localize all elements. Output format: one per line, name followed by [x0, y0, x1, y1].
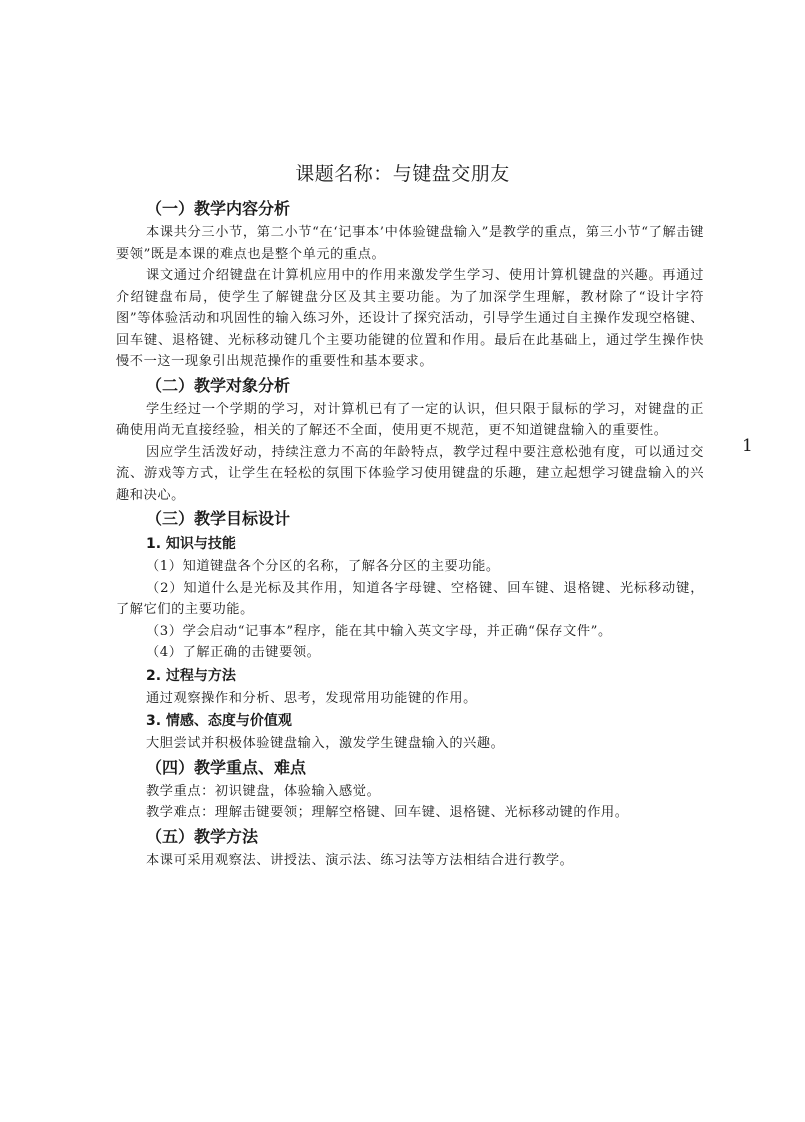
list-item: （4）了解正确的击键要领。	[146, 645, 321, 660]
subheading-knowledge-skills: 1. 知识与技能	[146, 536, 236, 552]
document-body	[116, 196, 704, 871]
list-item: （2）知道什么是光标及其作用，知道各字母键、空格键、回车键、退格键、光标移动键，了解它们的主要功能。	[116, 580, 704, 617]
subheading-attitude-values: 3. 情感、态度与价值观	[146, 713, 292, 729]
paragraph: 教学重点：初识键盘，体验输入感觉。	[146, 783, 381, 799]
page-title: 课题名称：与键盘交朋友	[295, 163, 510, 185]
paragraph: 本课可采用观察法、讲授法、演示法、练习法等方法相结合进行教学。	[146, 852, 574, 868]
paragraph: 教学难点：理解击键要领；理解空格键、回车键、退格键、光标移动键的作用。	[146, 805, 629, 820]
paragraph: 大胆尝试并积极体验键盘输入，激发学生键盘输入的兴趣。	[146, 736, 505, 751]
paragraph: 学生经过一个学期的学习，对计算机已有了一定的认识，但只限于鼠标的学习，对键盘的正确使用尚无直接经验，相关的了解还不全面，使用更不规范，更不知道键盘输入的重要性。	[116, 401, 704, 438]
list-item: （1）知道键盘各个分区的名称，了解各分区的主要功能。	[146, 559, 500, 574]
subheading-process-methods: 2. 过程与方法	[146, 667, 236, 684]
list-item: （3）学会启动“记事本”程序，能在其中输入英文字母，并正确“保存文件”。	[146, 623, 612, 639]
section-heading-teaching-methods: （五）教学方法	[146, 826, 259, 846]
page-number: 1	[742, 436, 753, 456]
paragraph: 因应学生活泼好动，持续注意力不高的年龄特点，教学过程中要注意松弛有度，可以通过交流、游戏等方式，让学生在轻松的氛围下体验学习使用键盘的乐趣，建立起想学习键盘输入的兴趣和决心。	[116, 444, 704, 503]
paragraph: 课文通过介绍键盘在计算机应用中的作用来激发学生学习、使用计算机键盘的兴趣。再通过介绍键盘布局，使学生了解键盘分区及其主要功能。为了加深学生理解，教材除了“设计字符图”等体验活动和巩固性的输入练习外，还设计了探究活动，引导学生通过自主操作发现空格键、回车键、退格键、光标移动键几个主要功能键的位置和作用。最后在此基础上，通过学生操作快慢不一这一现象引出规范操作的重要性和基本要求。	[116, 268, 704, 369]
section-heading-student-analysis: （二）教学对象分析	[146, 375, 291, 395]
paragraph: 本课共分三小节，第二小节“在‘记事本’中体验键盘输入”是教学的重点，第三小节“了解击键要领”既是本课的难点也是整个单元的重点。	[116, 225, 704, 262]
paragraph: 通过观察操作和分析、思考，发现常用功能键的作用。	[146, 690, 477, 706]
section-heading-objectives: （三）教学目标设计	[146, 509, 291, 528]
section-heading-key-points: （四）教学重点、难点	[146, 757, 307, 777]
section-heading-content-analysis: （一）教学内容分析	[146, 199, 291, 218]
